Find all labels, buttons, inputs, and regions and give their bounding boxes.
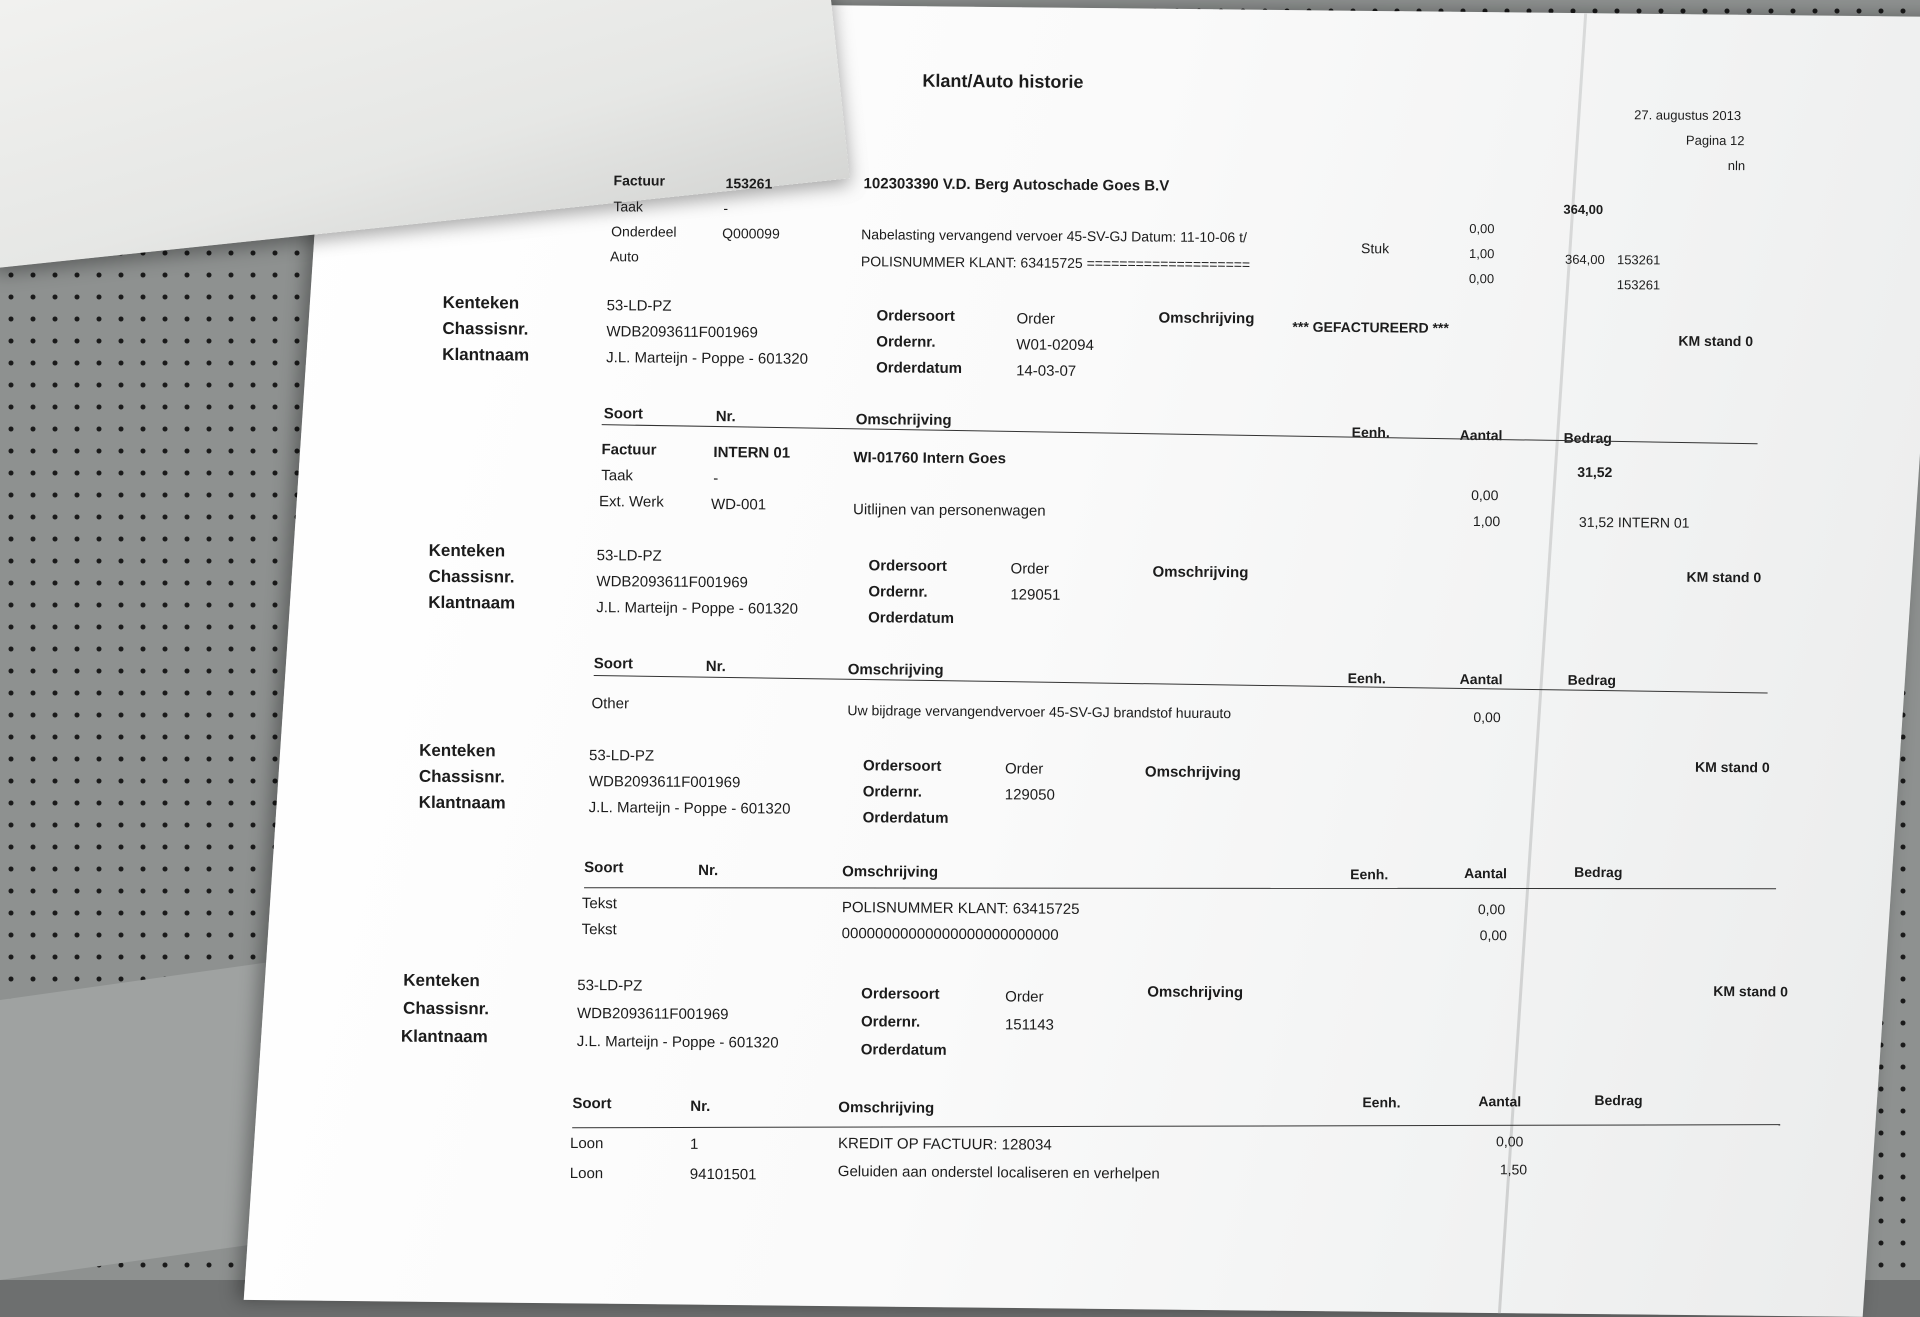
amount-3: 0,00 [1468, 270, 1495, 287]
row-aantal: 0,00 [1477, 901, 1506, 918]
col-aantal: Aantal [1459, 426, 1503, 444]
table-rule [584, 887, 1776, 889]
policy-number-line: POLISNUMMER KLANT: 63415725 ==================== [860, 253, 1251, 273]
ordernr-label: Ordernr. [868, 583, 928, 601]
ordernr-label: Ordernr. [862, 783, 923, 801]
row-soort: Loon [569, 1164, 604, 1183]
klantnaam-label: Klantnaam [428, 592, 516, 613]
kenteken-value: 53-LD-PZ [589, 747, 655, 765]
kenteken-value: 53-LD-PZ [596, 547, 662, 565]
ordernr-value: 129051 [1010, 586, 1061, 604]
row-aantal: 0,00 [1473, 709, 1501, 726]
kenteken-value: 53-LD-PZ [606, 297, 672, 315]
klantnaam-value: J.L. Marteijn - Poppe - 601320 [588, 799, 791, 818]
task-label: Taak [613, 198, 644, 215]
amount-2: 1,00 [1468, 245, 1495, 262]
task-value: - [723, 200, 729, 217]
row-nr: WD-001 [710, 496, 767, 514]
col-nr: Nr. [698, 861, 719, 880]
ordernr-value: 151143 [1004, 1016, 1054, 1034]
col-eenh: Eenh. [1347, 670, 1386, 687]
col-omschrijving: Omschrijving [847, 661, 944, 679]
col-bedrag: Bedrag [1594, 1091, 1643, 1109]
klantnaam-value: J.L. Marteijn - Poppe - 601320 [606, 349, 809, 368]
orderdatum-label: Orderdatum [860, 1041, 947, 1059]
row-soort: Factuur [601, 441, 657, 459]
ordersoort-label: Ordersoort [862, 757, 942, 775]
col-aantal: Aantal [1478, 1093, 1522, 1110]
row-nr: 1 [689, 1135, 699, 1153]
omschrijving-label: Omschrijving [1147, 983, 1244, 1002]
invoice-label: Factuur [613, 172, 666, 189]
row-bedrag: 31,52 INTERN 01 [1578, 513, 1690, 531]
col-soort: Soort [584, 859, 624, 877]
row-aantal: 1,50 [1499, 1161, 1528, 1178]
col-omschrijving: Omschrijving [842, 863, 939, 881]
omschrijving-label: Omschrijving [1152, 563, 1249, 582]
omschrijving-label: Omschrijving [1158, 309, 1255, 328]
page-number: Pagina 12 [1685, 132, 1745, 149]
invoice-ref-2: 153261 [1616, 277, 1661, 293]
amount-1: 0,00 [1469, 220, 1495, 237]
col-bedrag: Bedrag [1563, 429, 1612, 447]
row-omschrijving: KREDIT OP FACTUUR: 128034 [837, 1135, 1052, 1154]
chassis-label: Chassisnr. [428, 566, 515, 587]
kenteken-label: Kenteken [442, 292, 520, 313]
ordernr-value: W01-02094 [1016, 336, 1094, 355]
col-bedrag: Bedrag [1574, 863, 1623, 881]
col-eenh: Eenh. [1350, 866, 1389, 883]
col-soort: Soort [593, 655, 634, 673]
col-aantal: Aantal [1459, 670, 1503, 688]
invoice-number: 153261 [725, 175, 773, 192]
table-rule [572, 1124, 1780, 1128]
part-label: Onderdeel [611, 223, 677, 240]
col-nr: Nr. [690, 1097, 711, 1116]
row-omschrijving: Uitlijnen van personenwagen [852, 501, 1046, 520]
col-soort: Soort [603, 405, 644, 423]
chassis-value: WDB2093611F001969 [606, 323, 758, 342]
invoice-bedrag: 364,00 [1564, 251, 1605, 268]
km-stand: KM stand 0 [1678, 332, 1754, 350]
company-name: 102303390 V.D. Berg Autoschade Goes B.V [863, 175, 1170, 195]
ordernr-label: Ordernr. [876, 333, 936, 351]
row-aantal: 0,00 [1496, 1133, 1524, 1150]
col-nr: Nr. [705, 658, 726, 676]
col-eenh: Eenh. [1362, 1094, 1401, 1111]
row-nr: - [713, 470, 719, 488]
invoice-ref-1: 153261 [1616, 252, 1661, 268]
row-aantal: 0,00 [1471, 487, 1499, 504]
row-nr: INTERN 01 [713, 444, 791, 462]
document-title: Klant/Auto historie [922, 70, 1084, 92]
chassis-label: Chassisnr. [442, 318, 529, 339]
km-stand: KM stand 0 [1686, 568, 1762, 586]
orderdatum-value: 14-03-07 [1016, 362, 1077, 380]
row-aantal: 0,00 [1479, 927, 1508, 944]
document-date: 27. augustus 2013 [1634, 107, 1742, 124]
invoice-description: Nabelasting vervangend vervoer 45-SV-GJ Datum: 11-10-06 t/ [861, 226, 1247, 246]
unit-label: Stuk [1361, 240, 1390, 257]
ordersoort-value: Order [1005, 988, 1044, 1006]
chassis-value: WDB2093611F001969 [588, 773, 741, 792]
orderdatum-label: Orderdatum [862, 809, 949, 827]
ordernr-label: Ordernr. [860, 1013, 921, 1031]
row-soort: Tekst [581, 921, 617, 939]
row-omschrijving: Uw bijdrage vervangendvervoer 45-SV-GJ brandstof huurauto [847, 702, 1232, 722]
klantnaam-value: J.L. Marteijn - Poppe - 601320 [596, 599, 799, 618]
km-stand: KM stand 0 [1713, 982, 1789, 1000]
kenteken-label: Kenteken [428, 540, 506, 561]
row-omschrijving: POLISNUMMER KLANT: 63415725 [841, 899, 1080, 918]
col-bedrag: Bedrag [1567, 671, 1617, 689]
orderdatum-label: Orderdatum [868, 609, 955, 627]
chassis-value: WDB2093611F001969 [596, 573, 749, 592]
row-bedrag: 31,52 [1577, 463, 1613, 481]
orderdatum-label: Orderdatum [876, 359, 963, 378]
row-aantal: 1,00 [1472, 513, 1501, 530]
row-omschrijving: Geluiden aan onderstel localiseren en verhelpen [837, 1163, 1160, 1183]
auto-label: Auto [609, 248, 639, 265]
klantnaam-label: Klantnaam [400, 1026, 488, 1047]
row-omschrijving: WI-01760 Intern Goes [853, 449, 1007, 468]
status-badge: *** GEFACTUREERD *** [1292, 318, 1449, 336]
km-stand: KM stand 0 [1694, 758, 1770, 776]
col-soort: Soort [572, 1094, 612, 1113]
part-value: Q000099 [722, 225, 780, 242]
ordersoort-label: Ordersoort [876, 307, 955, 325]
chassis-label: Chassisnr. [403, 998, 490, 1019]
ordersoort-value: Order [1010, 560, 1049, 578]
row-soort: Other [591, 695, 630, 713]
row-omschrijving: 00000000000000000000000000 [841, 925, 1059, 944]
col-eenh: Eenh. [1351, 424, 1390, 441]
row-soort: Ext. Werk [599, 493, 664, 511]
invoice-total: 364,00 [1563, 201, 1604, 218]
kenteken-label: Kenteken [419, 740, 496, 761]
omschrijving-label: Omschrijving [1144, 763, 1241, 782]
row-soort: Taak [601, 467, 634, 485]
ordersoort-label: Ordersoort [861, 985, 940, 1003]
col-aantal: Aantal [1464, 864, 1508, 882]
ordersoort-value: Order [1016, 310, 1055, 328]
kenteken-value: 53-LD-PZ [577, 977, 643, 995]
language-code: nln [1727, 158, 1746, 174]
col-omschrijving: Omschrijving [855, 411, 952, 429]
row-soort: Tekst [581, 895, 617, 913]
klantnaam-label: Klantnaam [442, 344, 530, 365]
klantnaam-value: J.L. Marteijn - Poppe - 601320 [576, 1033, 779, 1052]
row-soort: Loon [569, 1134, 604, 1153]
ordernr-value: 129050 [1004, 786, 1055, 804]
kenteken-label: Kenteken [403, 970, 480, 991]
chassis-label: Chassisnr. [418, 766, 505, 787]
col-omschrijving: Omschrijving [838, 1099, 935, 1117]
klantnaam-label: Klantnaam [418, 792, 506, 813]
col-nr: Nr. [715, 408, 736, 426]
ordersoort-value: Order [1004, 760, 1044, 778]
row-nr: 94101501 [689, 1165, 757, 1184]
ordersoort-label: Ordersoort [868, 557, 948, 575]
chassis-value: WDB2093611F001969 [576, 1005, 729, 1024]
